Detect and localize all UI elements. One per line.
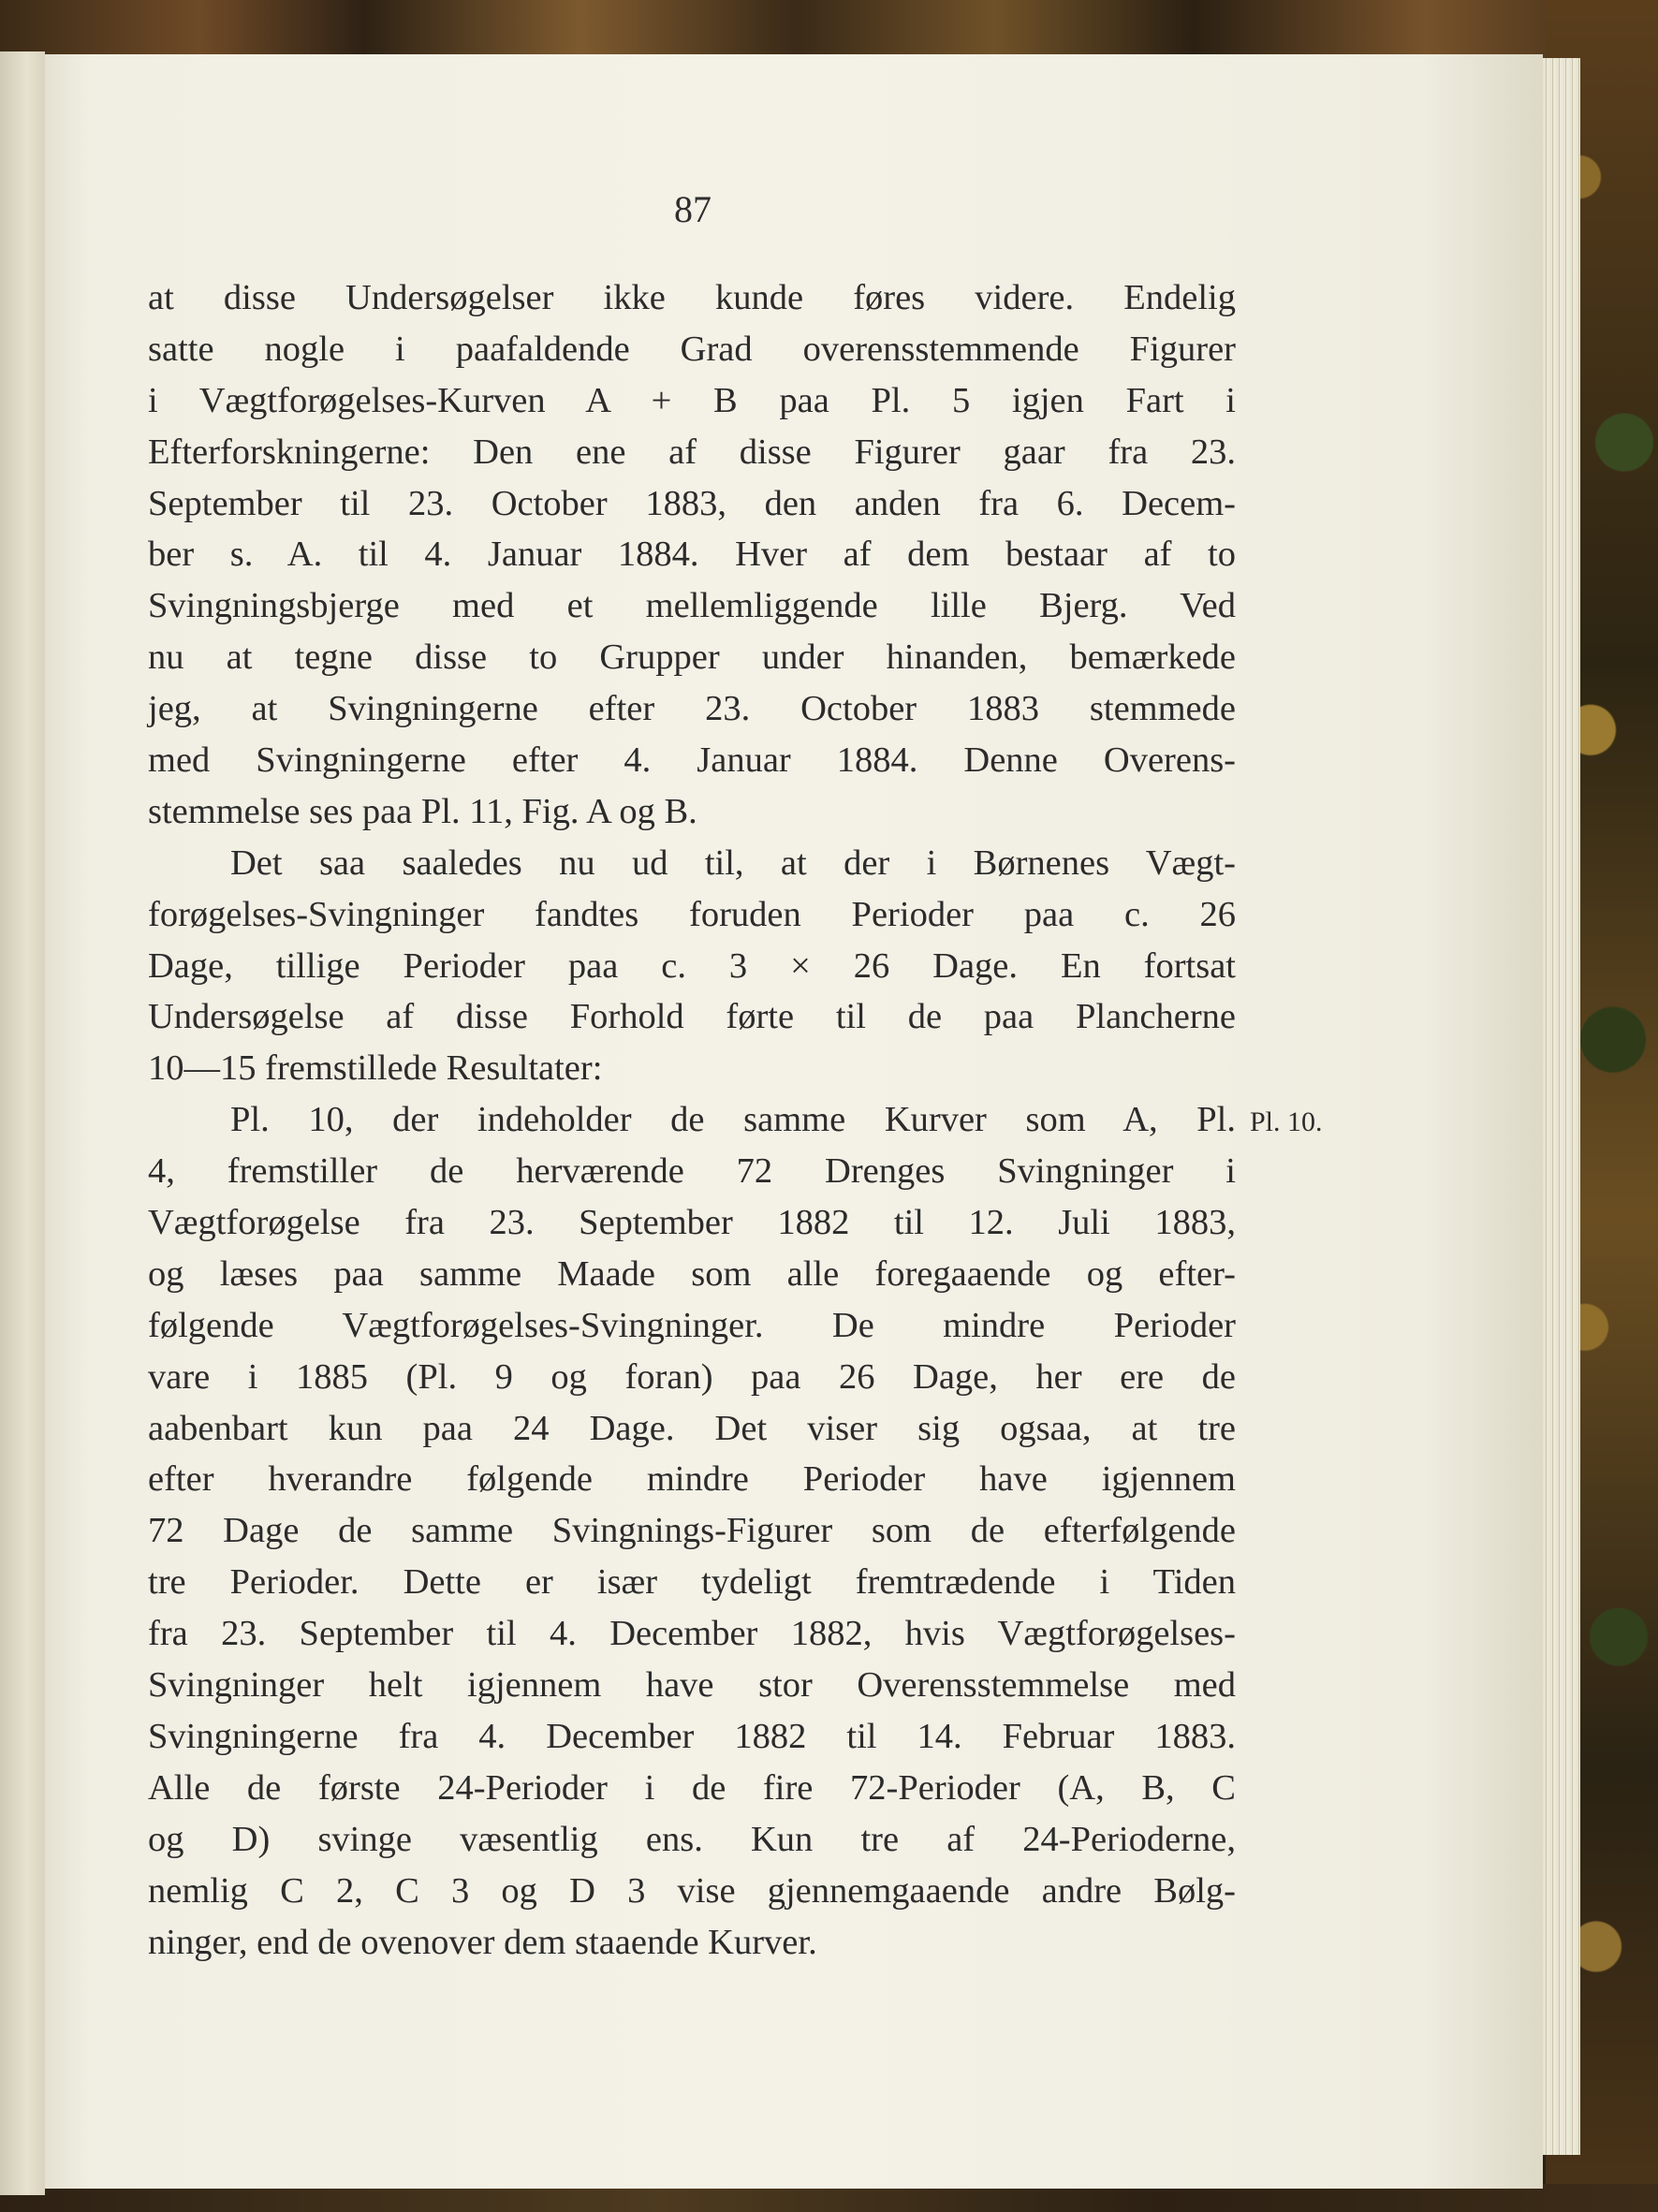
text-line: Pl. 10, der indeholder de samme Kurver som A, Pl. — [230, 1100, 1236, 1140]
text-line: vare i 1885 (Pl. 9 og foran) paa 26 Dage, her ere de — [148, 1356, 1236, 1397]
text-line: aabenbart kun paa 24 Dage. Det viser sig ogsaa, at tre — [148, 1408, 1236, 1448]
text-line: i Vægtforøgelses-Kurven A + B paa Pl. 5 igjen Fart i — [148, 380, 1236, 420]
facing-page-edge — [0, 51, 45, 2195]
text-line: fra 23. September til 4. December 1882, hvis Vægtforøgelses- — [148, 1614, 1236, 1654]
book-cover-top — [0, 0, 1658, 58]
text-line: Efterforskningerne: Den ene af disse Figurer gaar fra 23. — [148, 432, 1236, 472]
text-line: følgende Vægtforøgelses-Svingninger. De mindre Perioder — [148, 1305, 1236, 1345]
text-line: forøgelses-Svingninger fandtes foruden Perioder paa c. 26 — [148, 894, 1236, 934]
text-line: stemmelse ses paa Pl. 11, Fig. A og B. — [148, 791, 697, 831]
text-line: efter hverandre følgende mindre Perioder have igjennem — [148, 1459, 1236, 1500]
text-line: 72 Dage de samme Svingnings-Figurer som de efterfølgende — [148, 1511, 1236, 1551]
text-line: Dage, tillige Perioder paa c. 3 × 26 Dage. En fortsat — [148, 945, 1236, 986]
text-line: Svingningsbjerge med et mellemliggende lille Bjerg. Ved — [148, 586, 1236, 626]
text-line: September til 23. October 1883, den anden fra 6. Decem- — [148, 483, 1236, 523]
text-line: Undersøgelse af disse Forhold førte til de paa Plancherne — [148, 997, 1236, 1037]
body-text — [148, 272, 1236, 1968]
text-line: med Svingningerne efter 4. Januar 1884. Denne Overens- — [148, 740, 1236, 781]
text-line: Svingningerne fra 4. December 1882 til 14. Februar 1883. — [148, 1716, 1236, 1756]
text-line: jeg, at Svingningerne efter 23. October 1883 stemmede — [148, 689, 1236, 729]
text-line: nemlig C 2, C 3 og D 3 vise gjennemgaaende andre Bølg- — [148, 1870, 1236, 1911]
text-line: tre Perioder. Dette er især tydeligt fremtrædende i Tiden — [148, 1562, 1236, 1603]
page-number: 87 — [674, 188, 712, 230]
text-line: Svingninger helt igjennem have stor Overensstemmelse med — [148, 1665, 1236, 1706]
text-line: Det saa saaledes nu ud til, at der i Børnenes Vægt- — [230, 842, 1236, 883]
text-line: 10—15 fremstillede Resultater: — [148, 1048, 603, 1089]
text-line: Vægtforøgelse fra 23. September 1882 til 12. Juli 1883, — [148, 1203, 1236, 1243]
text-line: og læses paa samme Maade som alle foregaaende og efter- — [148, 1253, 1236, 1294]
page-block-edges — [1543, 58, 1580, 2155]
text-line: ninger, end de ovenover dem staaende Kurver. — [148, 1922, 817, 1962]
text-line: at disse Undersøgelser ikke kunde føres videre. Endelig — [148, 278, 1236, 317]
text-line: nu at tegne disse to Grupper under hinanden, bemærkede — [148, 637, 1236, 678]
text-line: og D) svinge væsentlig ens. Kun tre af 24-Perioderne, — [148, 1819, 1236, 1859]
margin-note: Pl. 10. — [1250, 1106, 1323, 1137]
text-line: Alle de første 24-Perioder i de fire 72-Perioder (A, B, C — [148, 1767, 1236, 1808]
text-line: 4, fremstiller de herværende 72 Drenges Svingninger i — [148, 1151, 1236, 1192]
text-line: satte nogle i paafaldende Grad overensstemmende Figurer — [148, 329, 1236, 369]
text-line: ber s. A. til 4. Januar 1884. Hver af dem bestaar af to — [148, 535, 1236, 575]
